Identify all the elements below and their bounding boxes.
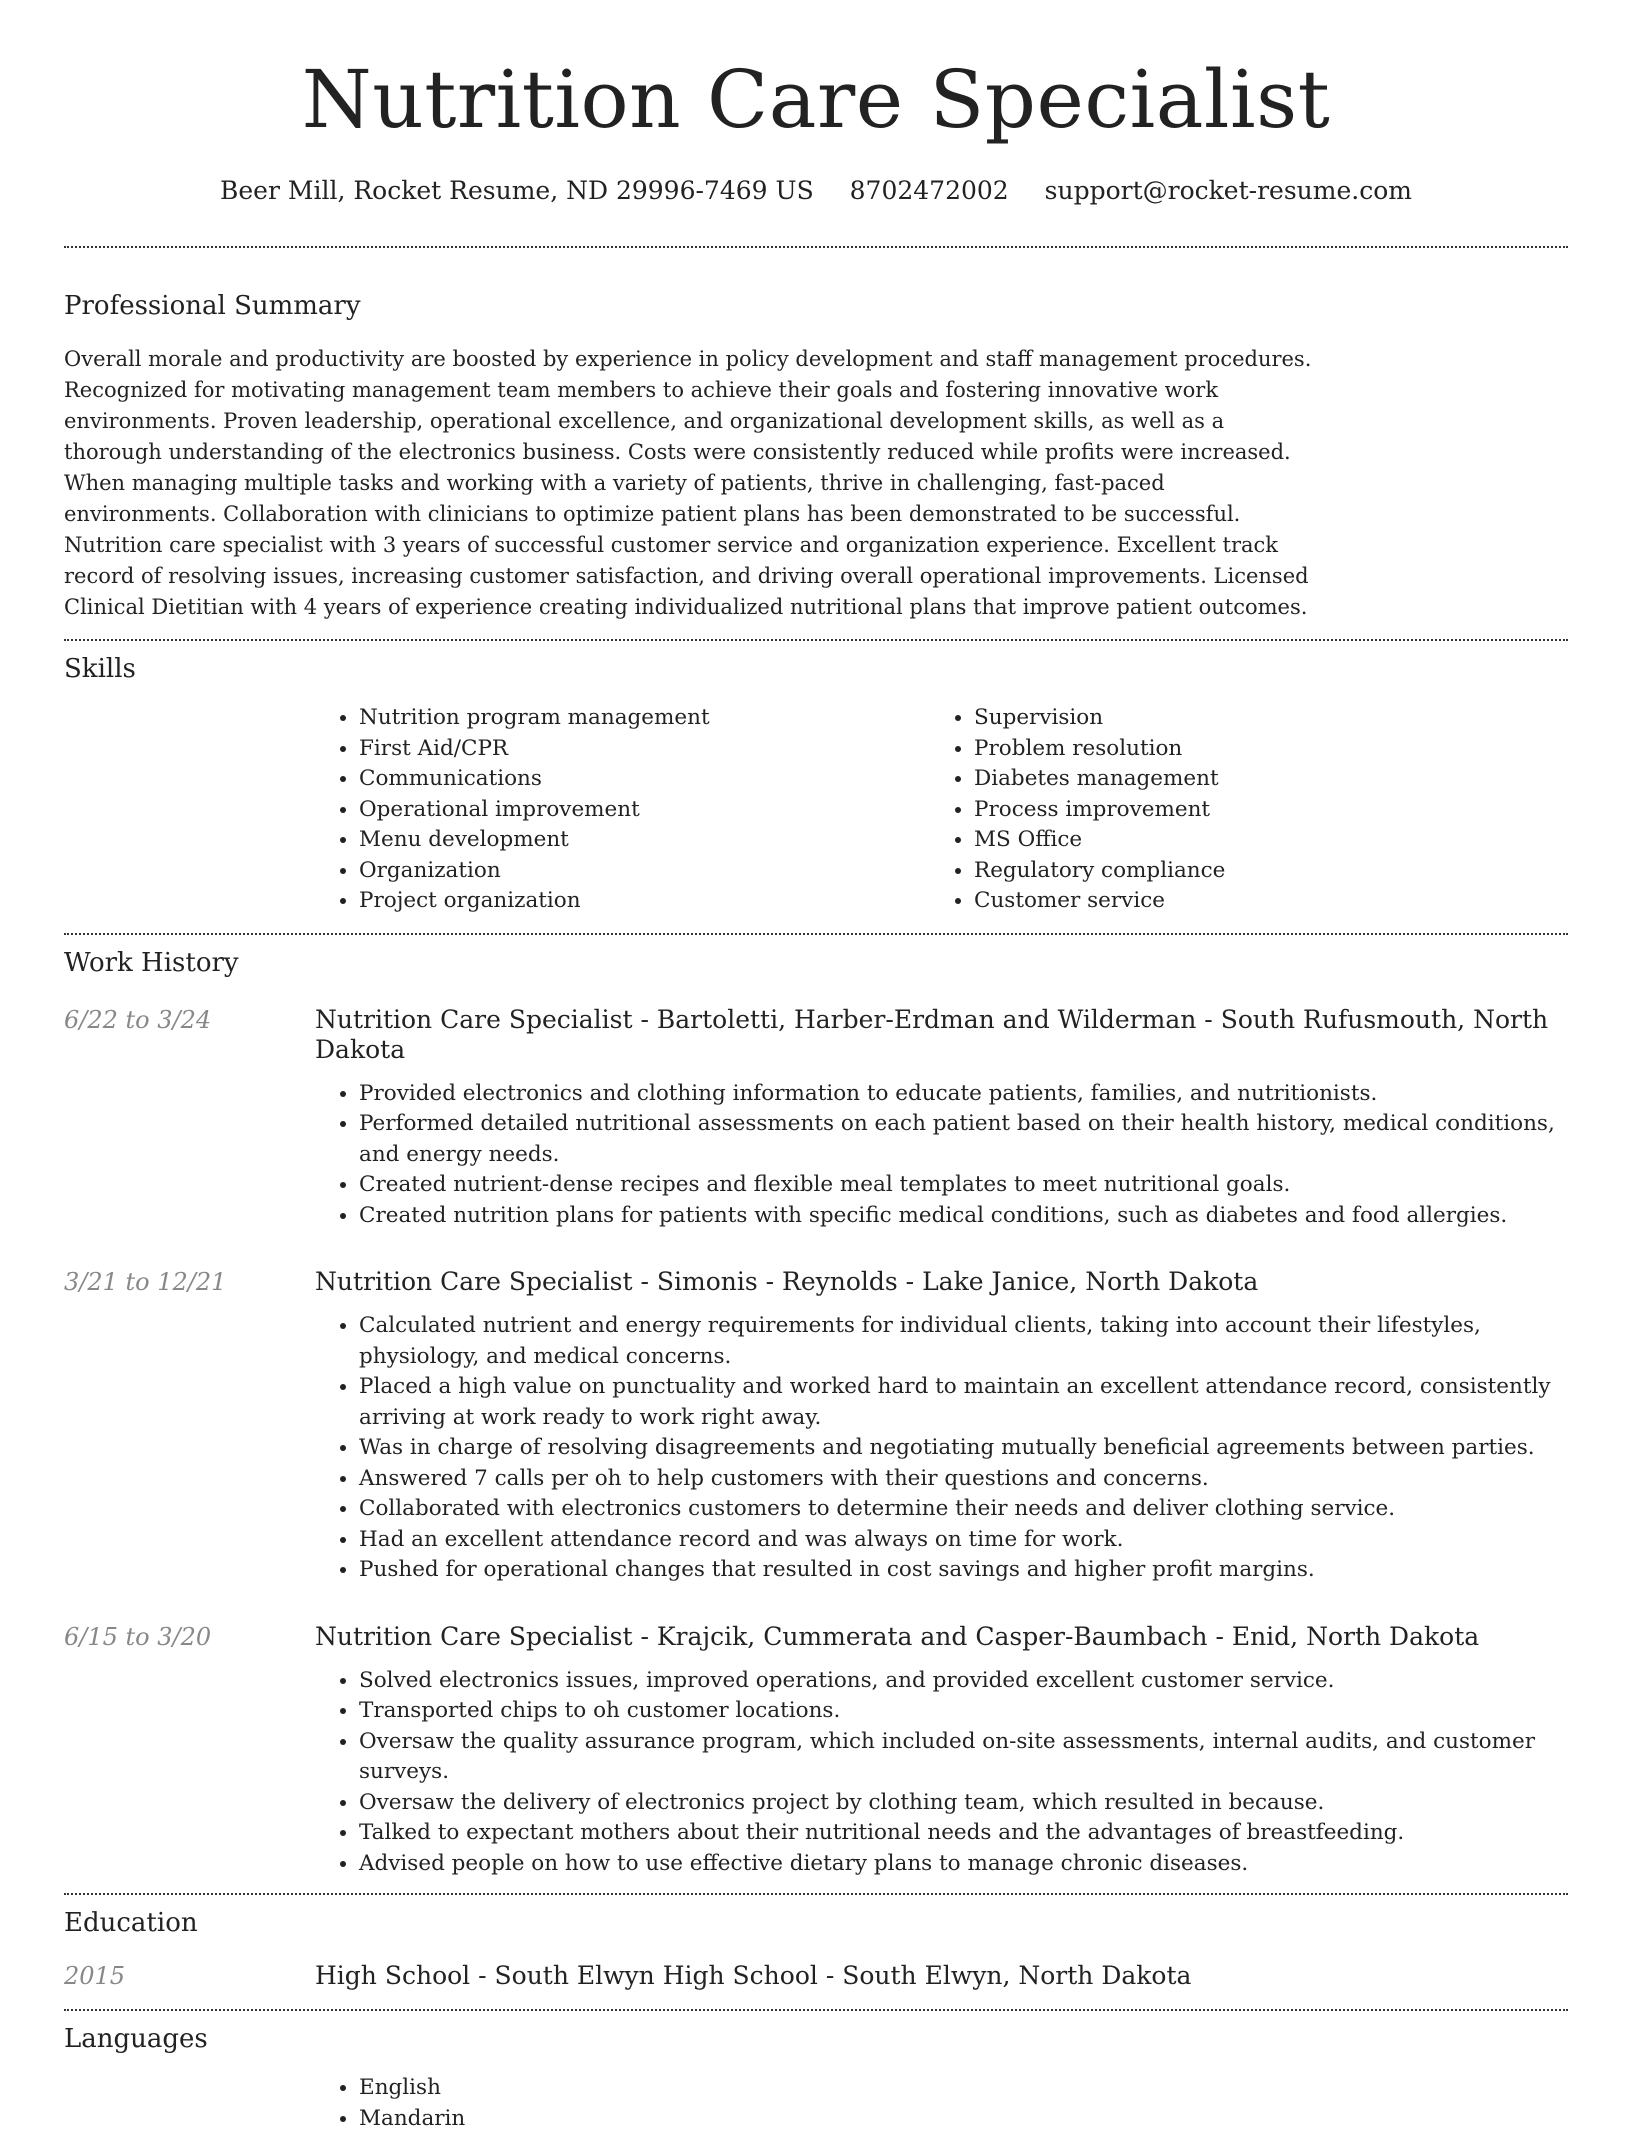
contact-line bbox=[64, 176, 1568, 206]
list-item: • Menu development bbox=[359, 825, 930, 856]
job-bullets bbox=[315, 1311, 1568, 1586]
skills-left-list bbox=[315, 703, 930, 917]
job-entry bbox=[64, 1622, 1568, 1880]
list-item: • Was in charge of resolving disagreements and negotiating mutually beneficial agreements between parties. bbox=[359, 1433, 1568, 1464]
email: support@rocket-resume.com bbox=[1045, 176, 1412, 205]
work-title: Work History bbox=[64, 947, 1568, 979]
list-item: • Supervision bbox=[974, 703, 1545, 734]
job-heading: Nutrition Care Specialist - Simonis - Reynolds - Lake Janice, North Dakota bbox=[315, 1267, 1258, 1297]
job-entry bbox=[64, 1005, 1568, 1232]
list-item: • Provided electronics and clothing information to educate patients, families, and nutritionists. bbox=[359, 1079, 1568, 1110]
list-item: • Oversaw the quality assurance program, which included on-site assessments, internal audits, and customer surveys. bbox=[359, 1727, 1568, 1788]
list-item: • Collaborated with electronics customers to determine their needs and deliver clothing service. bbox=[359, 1494, 1568, 1525]
list-item: • Problem resolution bbox=[974, 734, 1545, 765]
list-item: • Had an excellent attendance record and was always on time for work. bbox=[359, 1525, 1568, 1556]
education-heading: High School - South Elwyn High School - South Elwyn, North Dakota bbox=[315, 1961, 1191, 1991]
list-item: • Performed detailed nutritional assessments on each patient based on their health history, medical conditions, and energy needs. bbox=[359, 1109, 1568, 1170]
job-dates: 3/21 to 12/21 bbox=[64, 1267, 315, 1297]
resume-page bbox=[64, 0, 1568, 2134]
summary-text: Overall morale and productivity are boosted by experience in policy development and staff management procedures. Recognized for motivating management team members to achieve their goals and fostering innovative work environments. Proven leadership, operational excellence, and organizational development skills, as well as a thorough understanding of the electronics business. Costs were consistently reduced while profits were increased. When managing multiple tasks and working with a variety of patients, thrive in challenging, fast-paced environments. Collaboration with clinicians to optimize patient plans has been demonstrated to be successful. Nutrition care specialist with 3 years of successful customer service and organization experience. Excellent track record of resolving issues, increasing customer satisfaction, and driving overall operational improvements. Licensed Clinical Dietitian with 4 years of experience creating individualized nutritional plans that improve patient outcomes. bbox=[64, 344, 1317, 623]
job-entry bbox=[64, 1267, 1568, 1586]
list-item: • English bbox=[359, 2073, 1568, 2104]
list-item: • Nutrition program management bbox=[359, 703, 930, 734]
skills-title: Skills bbox=[64, 653, 1568, 685]
skills-list bbox=[315, 703, 1568, 917]
job-header bbox=[64, 1005, 1568, 1065]
divider bbox=[64, 2009, 1568, 2011]
education-title: Education bbox=[64, 1907, 1568, 1939]
list-item: • MS Office bbox=[974, 825, 1545, 856]
list-item: • Transported chips to oh customer locations. bbox=[359, 1696, 1568, 1727]
job-dates: 6/22 to 3/24 bbox=[64, 1005, 315, 1035]
divider bbox=[64, 1893, 1568, 1895]
summary-title: Professional Summary bbox=[64, 290, 1568, 322]
job-bullets bbox=[315, 1079, 1568, 1232]
list-item: • Communications bbox=[359, 764, 930, 795]
list-item: • Created nutrition plans for patients with specific medical conditions, such as diabetes and food allergies. bbox=[359, 1201, 1568, 1232]
list-item: • Talked to expectant mothers about their nutritional needs and the advantages of breastfeeding. bbox=[359, 1818, 1568, 1849]
job-header bbox=[64, 1622, 1568, 1652]
list-item: • Answered 7 calls per oh to help customers with their questions and concerns. bbox=[359, 1464, 1568, 1495]
list-item: • Calculated nutrient and energy requirements for individual clients, taking into account their lifestyles, physiology, and medical concerns. bbox=[359, 1311, 1568, 1372]
list-item: • Regulatory compliance bbox=[974, 856, 1545, 887]
list-item: • Advised people on how to use effective dietary plans to manage chronic diseases. bbox=[359, 1849, 1568, 1880]
job-dates: 6/15 to 3/20 bbox=[64, 1622, 315, 1652]
job-bullets bbox=[315, 1666, 1568, 1880]
divider bbox=[64, 639, 1568, 641]
list-item: • Process improvement bbox=[974, 795, 1545, 826]
divider bbox=[64, 246, 1568, 248]
languages-title: Languages bbox=[64, 2023, 1568, 2055]
list-item: • Customer service bbox=[974, 886, 1545, 917]
address: Beer Mill, Rocket Resume, ND 29996-7469 US bbox=[220, 176, 814, 205]
languages-list bbox=[315, 2073, 1568, 2134]
skills-column-left bbox=[315, 703, 930, 917]
candidate-name: Nutrition Care Specialist bbox=[64, 0, 1568, 146]
list-item: • Organization bbox=[359, 856, 930, 887]
job-header bbox=[64, 1267, 1568, 1297]
list-item: • Solved electronics issues, improved operations, and provided excellent customer service. bbox=[359, 1666, 1568, 1697]
list-item: • Project organization bbox=[359, 886, 930, 917]
phone: 8702472002 bbox=[850, 176, 1009, 205]
education-entry bbox=[64, 1961, 1568, 1991]
list-item: • Created nutrient-dense recipes and flexible meal templates to meet nutritional goals. bbox=[359, 1170, 1568, 1201]
list-item: • Mandarin bbox=[359, 2104, 1568, 2134]
education-year: 2015 bbox=[64, 1961, 315, 1991]
list-item: • Operational improvement bbox=[359, 795, 930, 826]
list-item: • Diabetes management bbox=[974, 764, 1545, 795]
divider bbox=[64, 933, 1568, 935]
job-heading: Nutrition Care Specialist - Bartoletti, Harber-Erdman and Wilderman - South Rufusmouth, North Dakota bbox=[315, 1005, 1568, 1065]
skills-right-list bbox=[930, 703, 1545, 917]
list-item: • First Aid/CPR bbox=[359, 734, 930, 765]
list-item: • Pushed for operational changes that resulted in cost savings and higher profit margins. bbox=[359, 1555, 1568, 1586]
list-item: • Oversaw the delivery of electronics project by clothing team, which resulted in because. bbox=[359, 1788, 1568, 1819]
skills-column-right bbox=[930, 703, 1545, 917]
list-item: • Placed a high value on punctuality and worked hard to maintain an excellent attendance record, consistently arriving at work ready to work right away. bbox=[359, 1372, 1568, 1433]
job-heading: Nutrition Care Specialist - Krajcik, Cummerata and Casper-Baumbach - Enid, North Dakota bbox=[315, 1622, 1479, 1652]
